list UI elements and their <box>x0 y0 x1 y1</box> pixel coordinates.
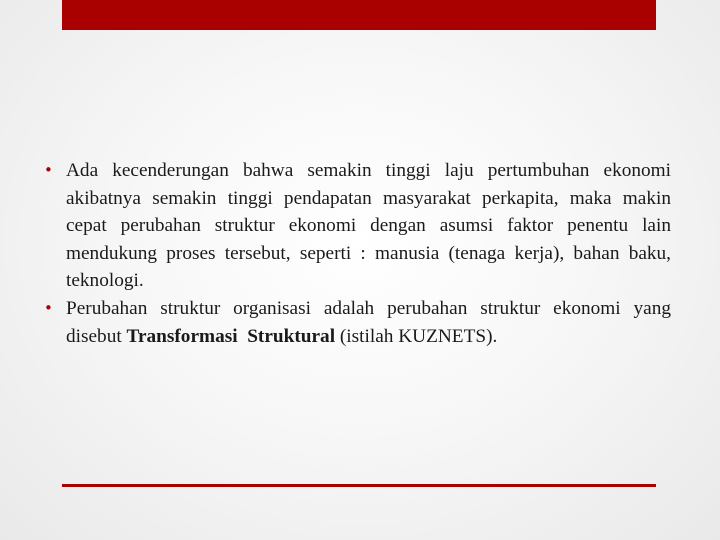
bullet-text-part: (istilah KUZNETS). <box>335 325 498 347</box>
bottom-divider <box>62 484 656 487</box>
top-accent-bar <box>62 0 656 30</box>
bullet-icon: • <box>44 298 53 317</box>
bold-term: Transformasi Struktural <box>126 325 336 347</box>
bullet-item-1 <box>44 157 671 295</box>
bullet-text-part: Perubahan struktur organisasi adalah perubahan struktur ekonomi yang disebut <box>66 297 671 347</box>
bullet-item-2 <box>44 295 671 350</box>
slide-content <box>44 157 671 350</box>
bullet-icon: • <box>44 161 53 179</box>
bullet-text: Ada kecenderungan bahwa semakin tinggi laju pertumbuhan ekonomi akibatnya semakin tinggi pendapatan masyarakat perkapita, maka makin cepat perubahan struktur ekonomi dengan asumsi faktor penentu lain mendukung proses tersebut, seperti : manusia (tenaga kerja), bahan baku, teknologi. <box>66 160 671 292</box>
